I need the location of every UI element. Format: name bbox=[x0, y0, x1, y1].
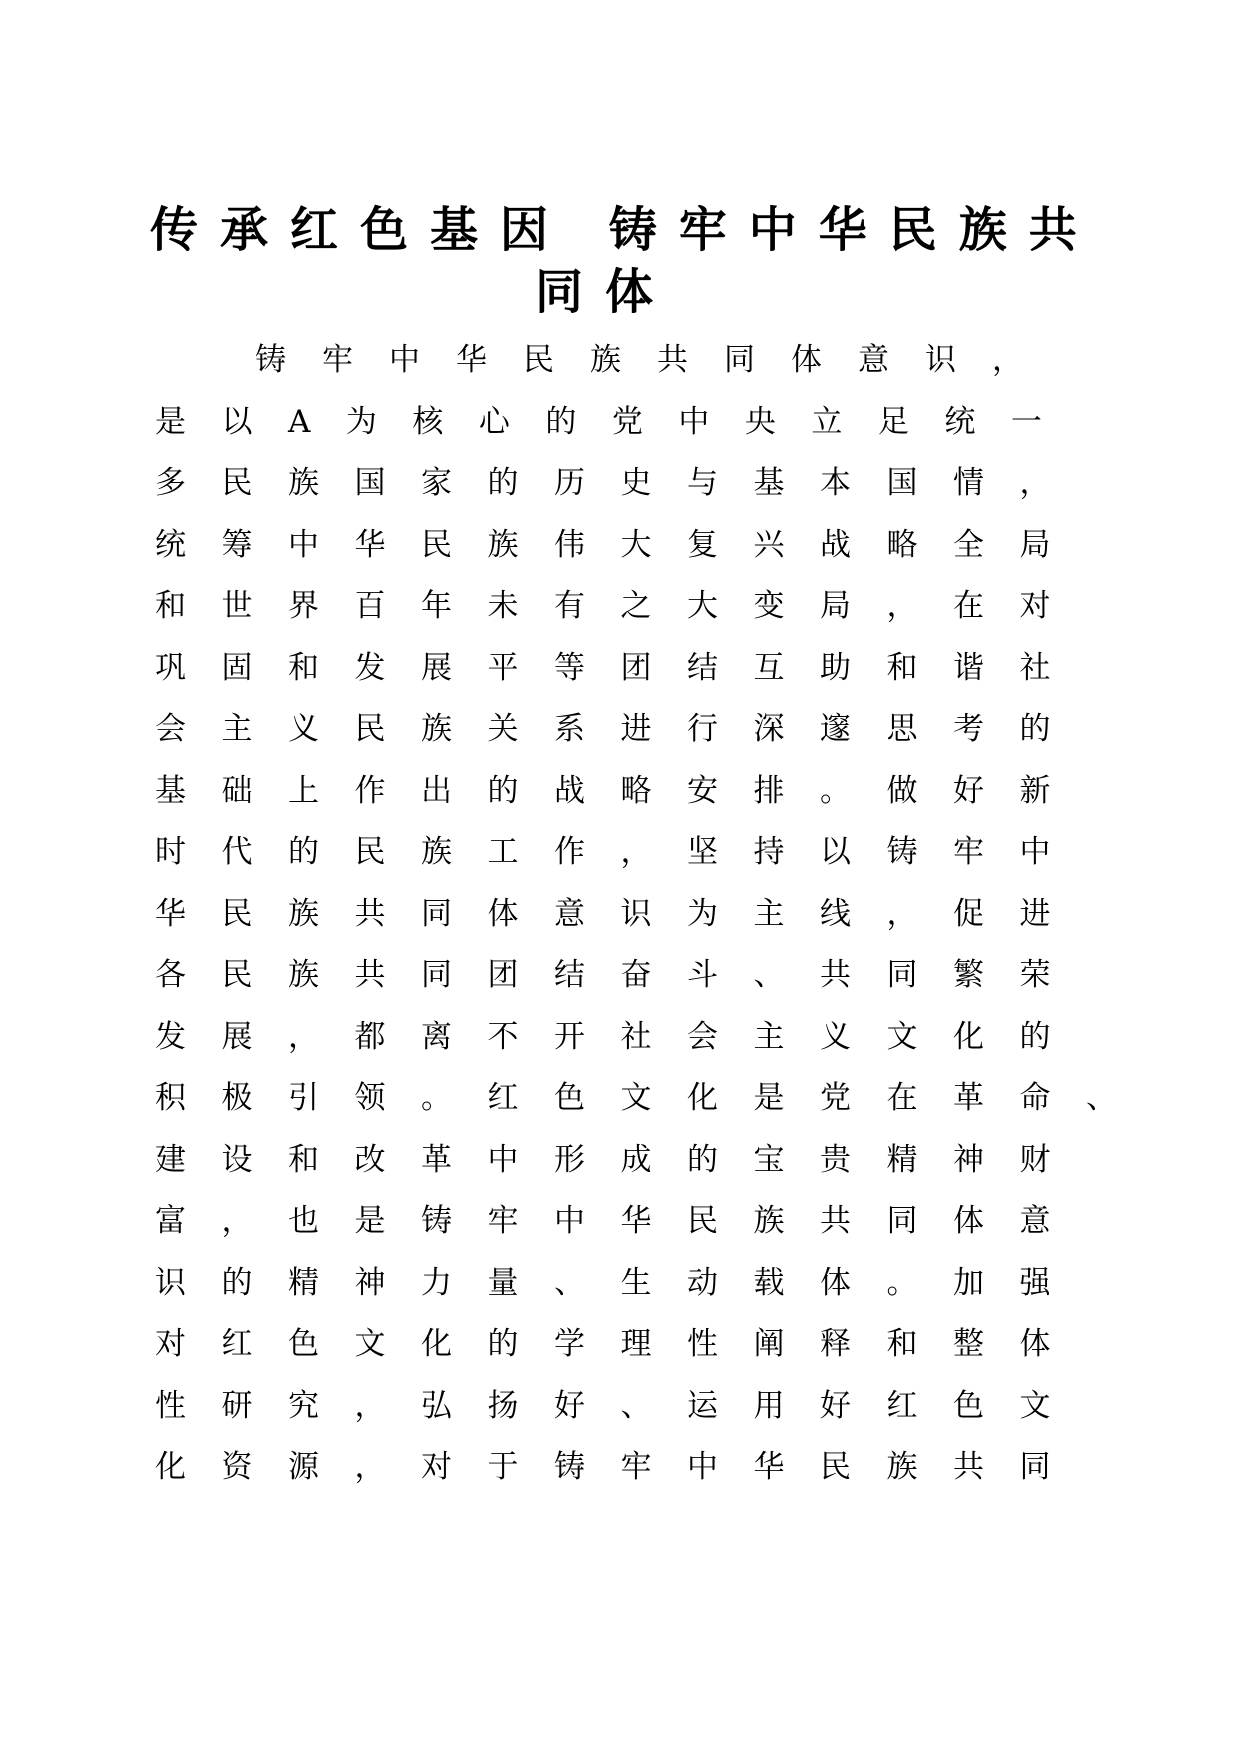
body-line-6: 巩固和发展平等团结互助和谐社 bbox=[155, 649, 1086, 686]
body-line-12: 发展，都离不开社会主义文化的 bbox=[155, 1018, 1086, 1055]
body-line-4: 统筹中华民族伟大复兴战略全局 bbox=[155, 526, 1086, 563]
body-line-15: 富，也是铸牢中华民族共同体意 bbox=[155, 1203, 1086, 1239]
body-line-13: 积极引领。红色文化是党在革命、 bbox=[155, 1080, 1153, 1116]
body-line-1: 铸牢中华民族共同体意识， bbox=[255, 342, 1059, 378]
body-line-17: 对红色文化的学理性阐释和整体 bbox=[155, 1326, 1086, 1362]
body-line-19: 化资源，对于铸牢中华民族共同 bbox=[155, 1449, 1086, 1485]
body-line-5: 和世界百年未有之大变局，在对 bbox=[155, 588, 1086, 624]
document-title-line-2: 同体 bbox=[534, 264, 675, 320]
body-line-11: 各民族共同团结奋斗、共同繁荣 bbox=[155, 957, 1086, 993]
body-line-10: 华民族共同体意识为主线，促进 bbox=[155, 895, 1086, 932]
body-line-16: 识的精神力量、生动载体。加强 bbox=[155, 1264, 1086, 1301]
document-title-line-1: 传承红色基因 铸牢中华民族共 bbox=[150, 202, 1099, 258]
document-body bbox=[155, 330, 1153, 1499]
body-line-7: 会主义民族关系进行深邃思考的 bbox=[155, 711, 1086, 747]
body-line-8: 基础上作出的战略安排。做好新 bbox=[155, 772, 1086, 809]
body-line-2: 是以A为核心的党中央立足统一 bbox=[155, 403, 1078, 440]
body-line-18: 性研究，弘扬好、运用好红色文 bbox=[155, 1387, 1086, 1424]
body-line-9: 时代的民族工作，坚持以铸牢中 bbox=[155, 834, 1086, 870]
body-line-14: 建设和改革中形成的宝贵精神财 bbox=[155, 1141, 1086, 1178]
body-line-3: 多民族国家的历史与基本国情， bbox=[155, 465, 1086, 501]
